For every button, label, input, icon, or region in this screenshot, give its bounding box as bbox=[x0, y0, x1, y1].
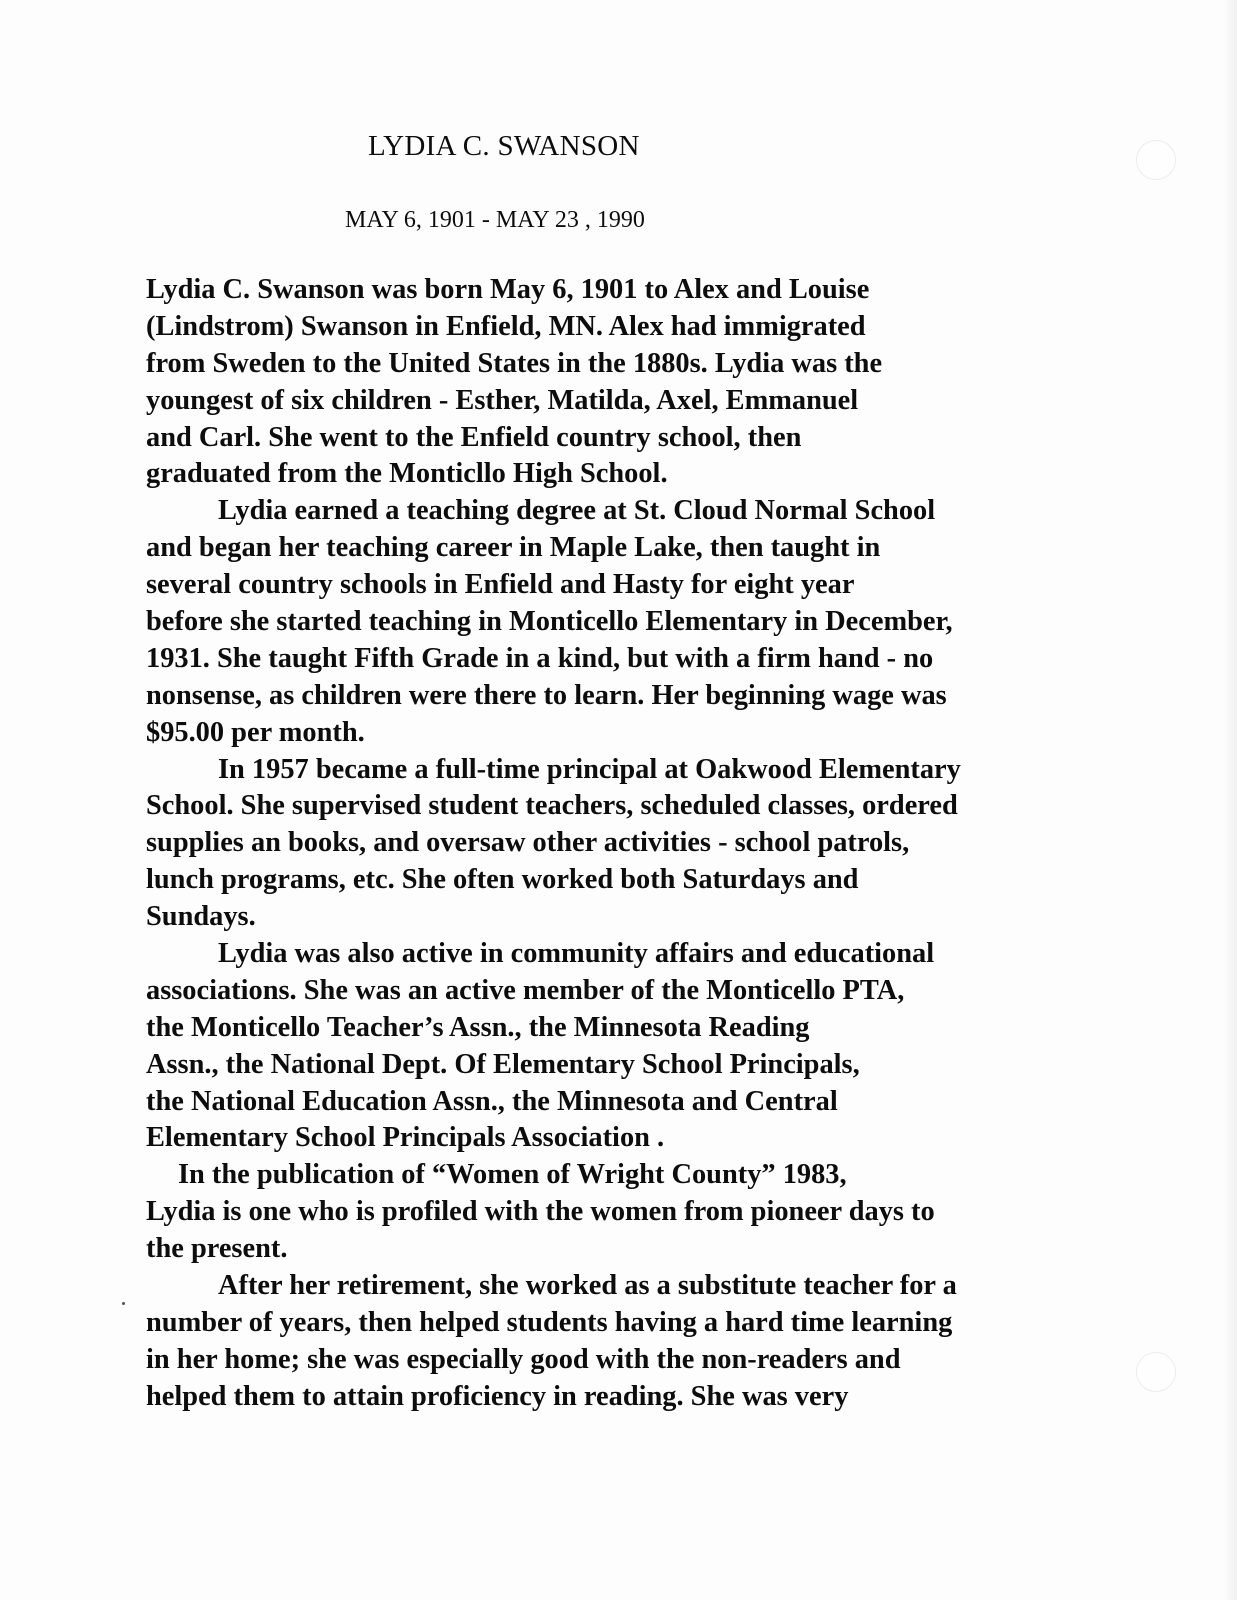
text-line: 1931. She taught Fifth Grade in a kind, but with a firm hand - no bbox=[146, 642, 934, 674]
text-line: the present. bbox=[146, 1233, 288, 1265]
page-edge-shadow bbox=[1223, 0, 1237, 1600]
scan-speck bbox=[122, 1302, 125, 1305]
text-line: supplies an books, and oversaw other activities - school patrols, bbox=[146, 827, 910, 859]
text-line: Assn., the National Dept. Of Elementary School Principals, bbox=[146, 1048, 860, 1080]
text-line: In 1957 became a full-time principal at Oakwood Elementary bbox=[218, 753, 961, 785]
page-title: LYDIA C. SWANSON bbox=[368, 130, 640, 162]
text-line: nonsense, as children were there to learn. Her beginning wage was bbox=[146, 679, 947, 711]
text-line: number of years, then helped students having a hard time learning bbox=[146, 1306, 953, 1338]
text-line: School. She supervised student teachers, scheduled classes, ordered bbox=[146, 790, 958, 822]
text-line: youngest of six children - Esther, Matilda, Axel, Emmanuel bbox=[146, 384, 859, 416]
text-line: In the publication of “Women of Wright County” 1983, bbox=[178, 1159, 847, 1191]
text-line: $95.00 per month. bbox=[146, 716, 365, 748]
text-line: in her home; she was especially good with the non-readers and bbox=[146, 1343, 901, 1375]
text-line: (Lindstrom) Swanson in Enfield, MN. Alex had immigrated bbox=[146, 310, 866, 342]
text-line: from Sweden to the United States in the 1880s. Lydia was the bbox=[146, 347, 883, 379]
text-line: the National Education Assn., the Minnesota and Central bbox=[146, 1085, 838, 1117]
text-line: Elementary School Principals Association . bbox=[146, 1122, 665, 1154]
text-line: and began her teaching career in Maple Lake, then taught in bbox=[146, 532, 881, 564]
text-line: before she started teaching in Monticello Elementary in December, bbox=[146, 606, 953, 638]
text-line: and Carl. She went to the Enfield country school, then bbox=[146, 421, 802, 453]
text-line: helped them to attain proficiency in reading. She was very bbox=[146, 1380, 849, 1412]
text-line: Lydia is one who is profiled with the women from pioneer days to bbox=[146, 1196, 935, 1228]
text-line: lunch programs, etc. She often worked both Saturdays and bbox=[146, 864, 859, 896]
text-line: Lydia C. Swanson was born May 6, 1901 to Alex and Louise bbox=[146, 274, 870, 305]
text-line: After her retirement, she worked as a substitute teacher for a bbox=[218, 1270, 957, 1302]
punch-hole-top bbox=[1136, 140, 1176, 180]
text-line: Sundays. bbox=[146, 901, 256, 933]
text-line: several country schools in Enfield and Hasty for eight year bbox=[146, 569, 855, 601]
life-dates: MAY 6, 1901 - MAY 23 , 1990 bbox=[345, 207, 645, 233]
text-line: Lydia earned a teaching degree at St. Cloud Normal School bbox=[218, 495, 936, 527]
biography-text bbox=[146, 272, 1156, 1416]
text-line: associations. She was an active member of the Monticello PTA, bbox=[146, 974, 905, 1006]
text-line: graduated from the Monticllo High School. bbox=[146, 458, 668, 490]
text-line: the Monticello Teacher’s Assn., the Minnesota Reading bbox=[146, 1011, 810, 1043]
text-line: Lydia was also active in community affairs and educational bbox=[218, 938, 935, 970]
